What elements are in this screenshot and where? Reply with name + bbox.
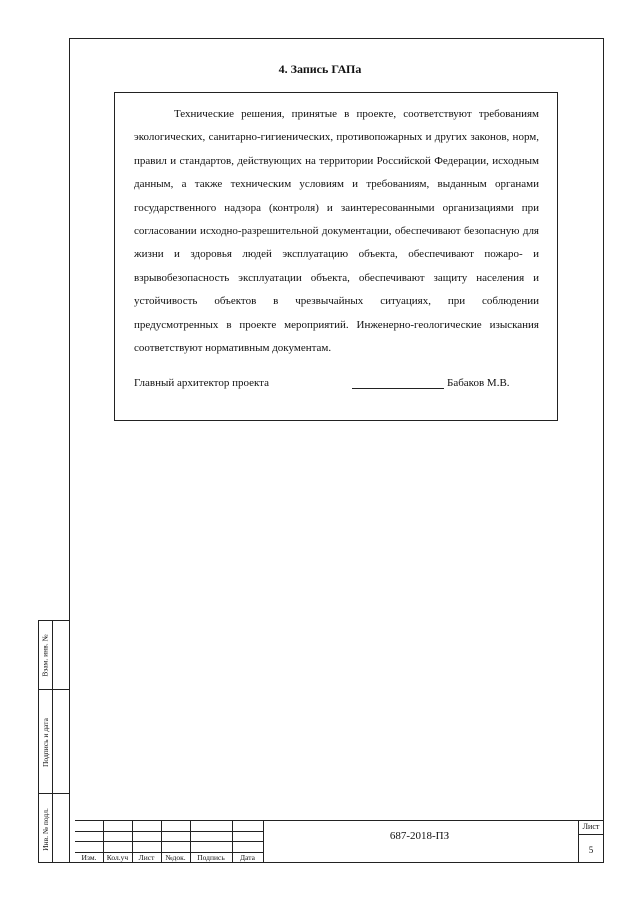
stamp-row-line (75, 831, 263, 832)
signature-name: Бабаков М.В. (447, 377, 510, 389)
stamp-col-date: Дата (240, 853, 255, 862)
side-label-inventory (39, 794, 52, 864)
stamp-col-count: Кол.уч (106, 853, 129, 862)
side-label-replacement (39, 621, 52, 690)
sheet-number: 5 (588, 845, 594, 855)
side-label-inventory-text: Инв. № подл. (41, 807, 51, 851)
side-label-signature-text: Подпись и дата (41, 717, 50, 767)
side-strip (38, 620, 70, 863)
stamp-row-line (578, 834, 604, 835)
approval-paragraph: Технические решения, принятые в проекте, соответствуют требованиям экологических, санитарно-гигиенических, противопожарных и других законов, норм, правил и стандартов, действующих на территории Российской Федерации, исходным данным, а также техническим условиям и требованиям, выданным органами государственного надзора (контроля) и заинтересованными организациями при согласовании исходно-разрешительной документации, обеспечивают безопасную для жизни и здоровья людей эксплуатацию объекта, обеспечивают пожаро- и взрывобезопасность эксплуатации объекта, обеспечивают защиту населения и устойчивость объектов в чрезвычайных ситуациях, при соблюдении предусмотренных в проекте мероприятий. Инженерно-геологические изыскания соответствуют нормативным документам. (134, 108, 539, 355)
stamp-col-docnum: №док. (165, 853, 186, 862)
side-label-replacement-text: Взам. инв. № (41, 634, 51, 677)
signature-role: Главный архитектор проекта (134, 377, 270, 389)
stamp-col-change: Изм. (81, 853, 97, 862)
side-label-signature (39, 690, 52, 794)
stamp-col-sheet: Лист (138, 853, 155, 862)
stamp-row-line (75, 841, 263, 842)
stamp-divider (263, 821, 264, 863)
signature-line (352, 388, 444, 389)
document-code: 687-2018-ПЗ (389, 830, 450, 842)
section-heading: 4. Запись ГАПа (278, 62, 362, 76)
sheet-label: Лист (582, 822, 600, 831)
stamp-col-signature: Подпись (197, 853, 225, 862)
